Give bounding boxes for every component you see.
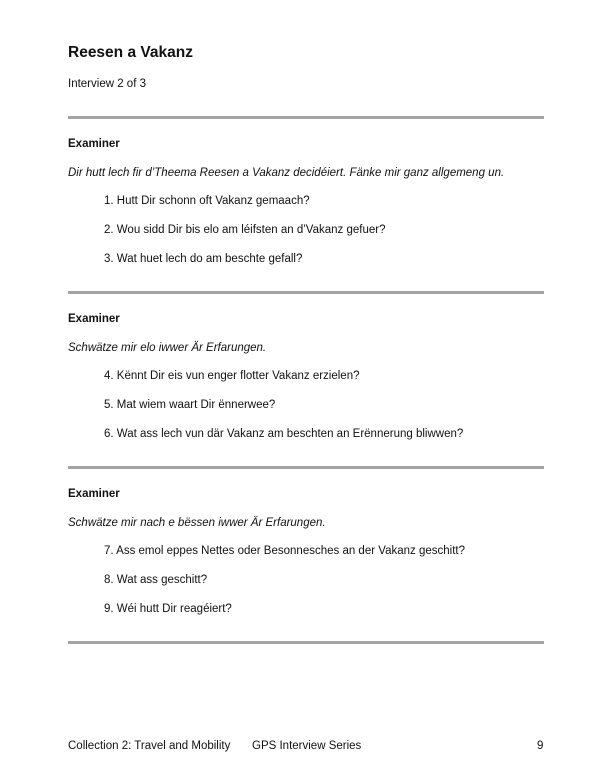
document-title: Reesen a Vakanz <box>68 44 193 61</box>
question-item: 2. Wou sidd Dir bis elo am léifsten an d’Vakanz gefuer? <box>104 224 386 236</box>
section-divider <box>68 116 544 119</box>
question-item: 1. Hutt Dir schonn oft Vakanz gemaach? <box>104 195 310 207</box>
question-item: 9. Wéi hutt Dir reagéiert? <box>104 603 232 615</box>
question-item: 4. Kënnt Dir eis vun enger flotter Vakanz erzielen? <box>104 370 360 382</box>
section-divider <box>68 641 544 644</box>
section-intro: Schwätze mir nach e bëssen iwwer Är Erfarungen. <box>68 517 326 529</box>
question-item: 8. Wat ass geschitt? <box>104 574 208 586</box>
question-item: 5. Mat wiem waart Dir ënnerwee? <box>104 399 276 411</box>
examiner-section-2 <box>68 313 548 453</box>
examiner-label: Examiner <box>68 138 120 150</box>
examiner-label: Examiner <box>68 488 120 500</box>
footer-series: GPS Interview Series <box>252 740 362 752</box>
question-item: 7. Ass emol eppes Nettes oder Besonnesches an der Vakanz geschitt? <box>104 545 465 557</box>
question-item: 6. Wat ass lech vun där Vakanz am beschten an Erënnerung bliwwen? <box>104 428 464 440</box>
examiner-label: Examiner <box>68 313 120 325</box>
document-subtitle: Interview 2 of 3 <box>68 78 146 90</box>
section-divider <box>68 466 544 469</box>
section-intro: Dir hutt lech fir d’Theema Reesen a Vakanz decidéiert. Fänke mir ganz allgemeng un. <box>68 167 505 179</box>
section-divider <box>68 291 544 294</box>
footer-collection: Collection 2: Travel and Mobility <box>68 740 231 752</box>
footer-page-number: 9 <box>537 740 544 752</box>
section-intro: Schwätze mir elo iwwer Är Erfarungen. <box>68 342 267 354</box>
question-item: 3. Wat huet lech do am beschte gefall? <box>104 253 303 265</box>
examiner-section-3 <box>68 488 548 628</box>
examiner-section-1 <box>68 138 548 278</box>
